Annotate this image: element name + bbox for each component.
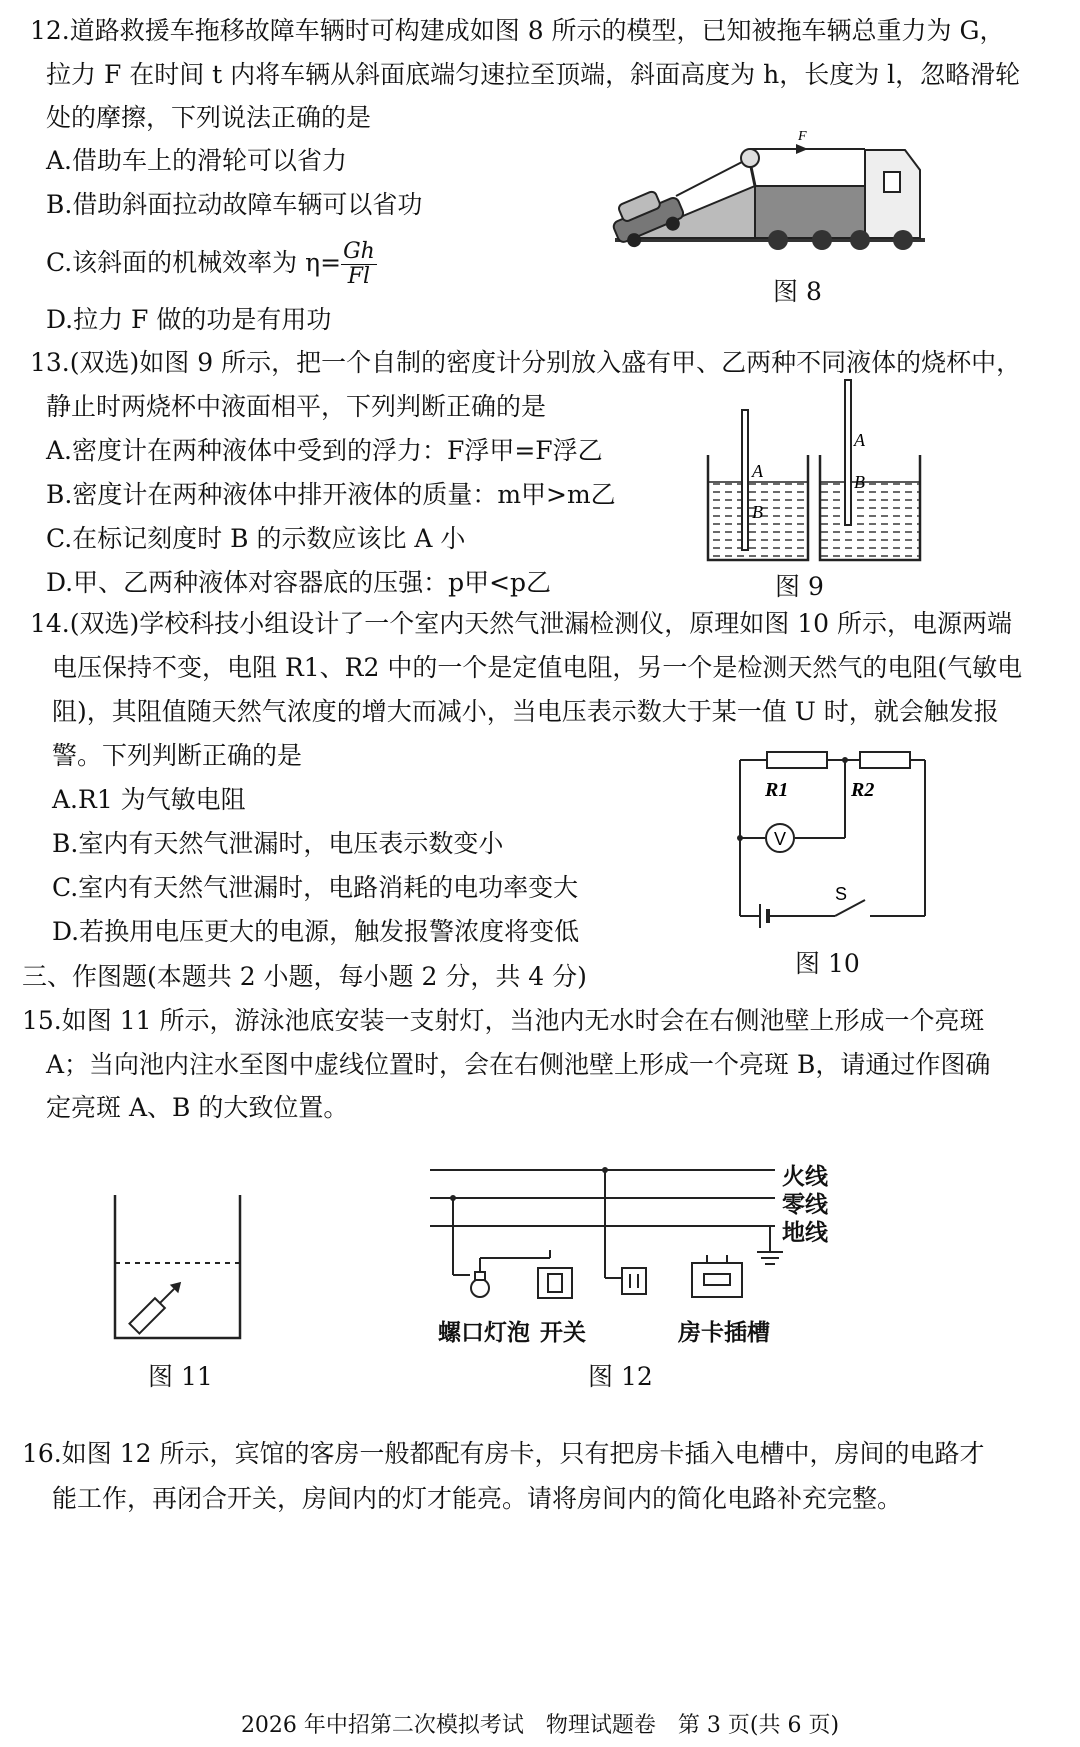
- live-wire-label: 火线: [782, 1163, 828, 1190]
- figure-9-caption: 图 9: [775, 572, 824, 601]
- q12-line-3: 处的摩擦，下列说法正确的是: [46, 103, 372, 132]
- q12-option-b: B.借助斜面拉动故障车辆可以省功: [46, 190, 423, 219]
- page-footer: 2026 年中招第二次模拟考试 物理试题卷 第 3 页(共 6 页): [240, 1713, 840, 1738]
- q12-option-d: D.拉力 F 做的功是有用功: [46, 305, 332, 334]
- bulb-label: 螺口灯泡: [438, 1319, 530, 1346]
- q12-option-a: A.借助车上的滑轮可以省力: [46, 146, 348, 175]
- figure-11-pool: [110, 1195, 245, 1343]
- fraction-denominator: Fl: [347, 264, 371, 289]
- q14-option-b: B.室内有天然气泄漏时，电压表示数变小: [52, 829, 504, 858]
- q12-line-2: 拉力 F 在时间 t 内将车辆从斜面底端匀速拉至顶端，斜面高度为 h，长度为 l，忽略滑轮: [46, 60, 1021, 89]
- voltmeter-label: V: [773, 829, 787, 849]
- resistor-r2-label: R2: [851, 779, 875, 801]
- efficiency-fraction: [341, 240, 377, 289]
- beaker2-label-a: A: [854, 430, 865, 450]
- q13-option-c: C.在标记刻度时 B 的示数应该比 A 小: [46, 524, 466, 553]
- beaker2-label-b: B: [854, 472, 865, 492]
- q13-line-1: 13.(双选)如图 9 所示，把一个自制的密度计分别放入盛有甲、乙两种不同液体的烧杯中，: [30, 348, 1022, 377]
- q14-option-d: D.若换用电压更大的电源，触发报警浓度将变低: [52, 917, 580, 946]
- card-slot-label: 房卡插槽: [678, 1319, 770, 1346]
- q14-line-1: 14.(双选)学校科技小组设计了一个室内天然气泄漏检测仪，原理如图 10 所示，电源两端: [30, 609, 1012, 638]
- q15-line-1: 15.如图 11 所示，游泳池底安装一支射灯，当池内无水时会在右侧池壁上形成一个亮斑: [22, 1006, 985, 1035]
- resistor-r1-label: R1: [765, 779, 789, 801]
- q14-line-2: 电压保持不变，电阻 R1、R2 中的一个是定值电阻，另一个是检测天然气的电阻(气敏电: [52, 653, 1023, 682]
- figure-10-circuit: [735, 748, 930, 928]
- switch-label: 开关: [540, 1319, 586, 1346]
- socket-icon: [622, 1268, 646, 1294]
- q13-line-2: 静止时两烧杯中液面相平，下列判断正确的是: [46, 392, 547, 421]
- spotlight-icon: [129, 1277, 186, 1334]
- force-label-f: F: [798, 129, 807, 144]
- neutral-wire-label: 零线: [782, 1191, 828, 1218]
- figure-8-tow-truck: [600, 120, 940, 250]
- beaker1-label-b: B: [752, 502, 763, 522]
- q16-line-2: 能工作，再闭合开关，房间内的灯才能亮。请将房间内的简化电路补充完整。: [52, 1484, 903, 1513]
- figure-9-hydrometer-beakers: [700, 400, 930, 570]
- q15-line-2: A；当向池内注水至图中虚线位置时，会在右侧池壁上形成一个亮斑 B，请通过作图确: [46, 1050, 991, 1079]
- ground-wire-label: 地线: [782, 1219, 828, 1246]
- q14-option-c: C.室内有天然气泄漏时，电路消耗的电功率变大: [52, 873, 579, 902]
- figure-11-caption: 图 11: [148, 1362, 213, 1391]
- section-3-heading: 三、作图题(本题共 2 小题，每小题 2 分，共 4 分): [22, 962, 587, 991]
- figure-8-caption: 图 8: [773, 277, 822, 306]
- q14-line-4: 警。下列判断正确的是: [52, 741, 303, 770]
- figure-12-caption: 图 12: [588, 1362, 653, 1391]
- q14-option-a: A.R1 为气敏电阻: [52, 785, 246, 814]
- q12-option-c-text: C.该斜面的机械效率为 η=: [46, 248, 342, 277]
- figure-12-room-circuit: [430, 1160, 790, 1310]
- fraction-numerator: Gh: [343, 239, 375, 264]
- figure-10-caption: 图 10: [795, 949, 860, 978]
- q12-line-1: 12.道路救援车拖移故障车辆时可构建成如图 8 所示的模型，已知被拖车辆总重力为 G，: [30, 16, 1005, 45]
- q13-option-d: D.甲、乙两种液体对容器底的压强：p甲<p乙: [46, 568, 552, 597]
- q16-line-1: 16.如图 12 所示，宾馆的客房一般都配有房卡，只有把房卡插入电槽中，房间的电路才: [22, 1439, 985, 1468]
- q12-option-c: [46, 240, 377, 289]
- switch-s-label: S: [835, 884, 848, 904]
- q13-option-a: A.密度计在两种液体中受到的浮力：F浮甲=F浮乙: [46, 436, 603, 465]
- q13-option-b: B.密度计在两种液体中排开液体的质量：m甲>m乙: [46, 480, 616, 509]
- q15-line-3: 定亮斑 A、B 的大致位置。: [46, 1093, 349, 1122]
- q14-line-3: 阻)，其阻值随天然气浓度的增大而减小，当电压表示数大于某一值 U 时，就会触发报: [52, 697, 999, 726]
- beaker1-label-a: A: [752, 461, 763, 481]
